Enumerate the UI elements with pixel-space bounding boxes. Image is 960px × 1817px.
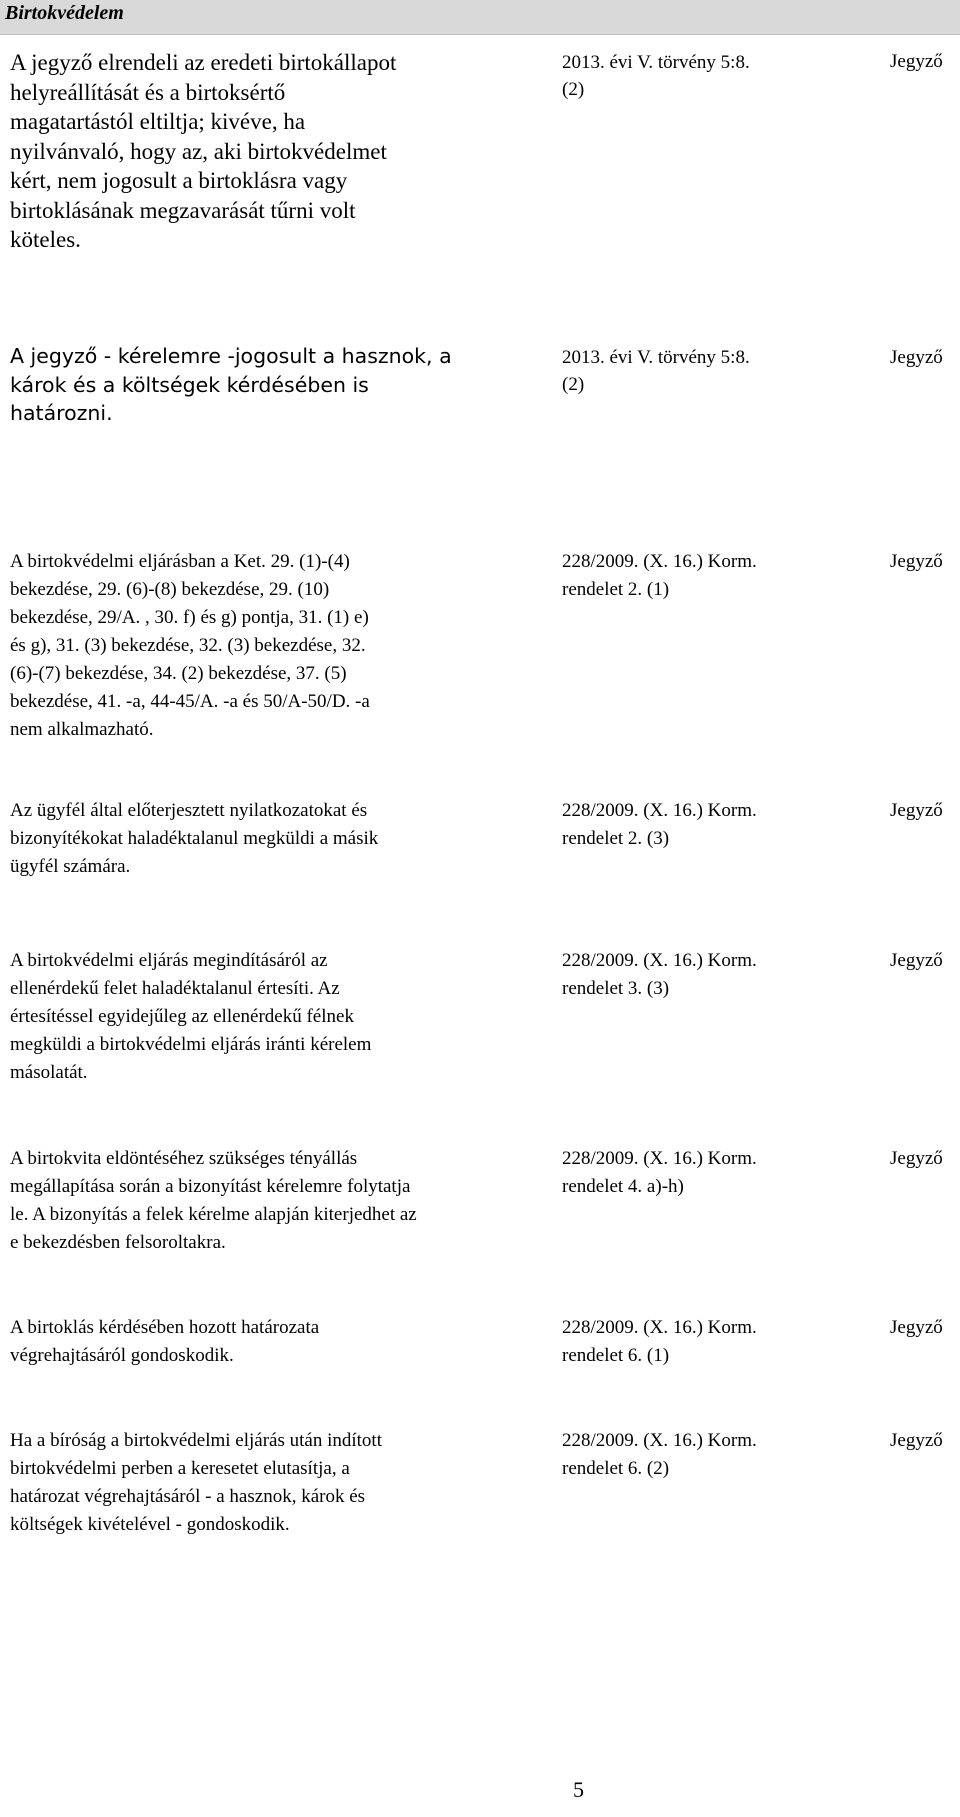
row-2-authority: Jegyző xyxy=(890,347,943,368)
row-5-legal-basis: 228/2009. (X. 16.) Korm. rendelet 3. (3) xyxy=(562,950,757,999)
page-number: 5 xyxy=(573,1777,584,1802)
row-5-description: A birtokvédelmi eljárás megindításáról az ellenérdekű felet haladéktalanul értesíti. Az értesítéssel egyidejűleg az ellenérdekű félnek megküldi a birtokvédelmi eljárás iránti kérelem másolatát. xyxy=(10,950,372,1083)
row-2-legal-basis: 2013. évi V. törvény 5:8. (2) xyxy=(562,347,750,395)
section-title: Birtokvédelem xyxy=(5,2,124,24)
row-1-authority: Jegyző xyxy=(890,51,943,72)
section-heading xyxy=(0,0,960,35)
row-7-authority: Jegyző xyxy=(890,1317,943,1338)
row-5-authority: Jegyző xyxy=(890,950,943,971)
row-3-authority: Jegyző xyxy=(890,551,943,572)
row-3-legal-basis: 228/2009. (X. 16.) Korm. rendelet 2. (1) xyxy=(562,551,757,600)
row-7-legal-basis: 228/2009. (X. 16.) Korm. rendelet 6. (1) xyxy=(562,1317,757,1366)
row-4-legal-basis: 228/2009. (X. 16.) Korm. rendelet 2. (3) xyxy=(562,800,757,849)
row-2-description: A jegyző - kérelemre -jogosult a hasznok, a károk és a költségek kérdésében is határozni. xyxy=(10,344,452,425)
row-4-authority: Jegyző xyxy=(890,800,943,821)
row-6-description: A birtokvita eldöntéséhez szükséges tényállás megállapítása során a bizonyítást kérelemre folytatja le. A bizonyítás a felek kérelme alapján kiterjedhet az e bekezdésben felsoroltakra. xyxy=(10,1148,417,1253)
row-3-description: A birtokvédelmi eljárásban a Ket. 29. (1)-(4) bekezdése, 29. (6)-(8) bekezdése, 29. (10) bekezdése, 29/A. , 30. f) és g) pontja, 31. (1) e) és g), 31. (3) bekezdése, 32. (3) bekezdése, 32. (6)-(7) bekezdése, 34. (2) bekezdése, 37. (5) bekezdése, 41. -a, 44-45/A. -a és 50/A-50/D. -a nem alkalmazható. xyxy=(10,551,370,740)
row-4-description: Az ügyfél által előterjesztett nyilatkozatokat és bizonyítékokat haladéktalanul megküldi a másik ügyfél számára. xyxy=(10,800,379,877)
row-8-description: Ha a bíróság a birtokvédelmi eljárás után indított birtokvédelmi perben a keresetet elutasítja, a határozat végrehajtásáról - a hasznok, károk és költségek kivételével - gondoskodik. xyxy=(10,1430,382,1535)
row-8-legal-basis: 228/2009. (X. 16.) Korm. rendelet 6. (2) xyxy=(562,1430,757,1479)
row-1-legal-basis: 2013. évi V. törvény 5:8. (2) xyxy=(562,52,750,100)
row-7-description: A birtoklás kérdésében hozott határozata végrehajtásáról gondoskodik. xyxy=(10,1317,320,1366)
row-6-legal-basis: 228/2009. (X. 16.) Korm. rendelet 4. a)-h) xyxy=(562,1148,757,1197)
row-8-authority: Jegyző xyxy=(890,1430,943,1451)
row-1-description: A jegyző elrendeli az eredeti birtokállapot helyreállítását és a birtoksértő magatartástól eltiltja; kivéve, ha nyilvánvaló, hogy az, aki birtokvédelmet kért, nem jogosult a birtoklásra vagy birtoklásának megzavarását tűrni volt köteles. xyxy=(10,50,397,252)
row-6-authority: Jegyző xyxy=(890,1148,943,1169)
